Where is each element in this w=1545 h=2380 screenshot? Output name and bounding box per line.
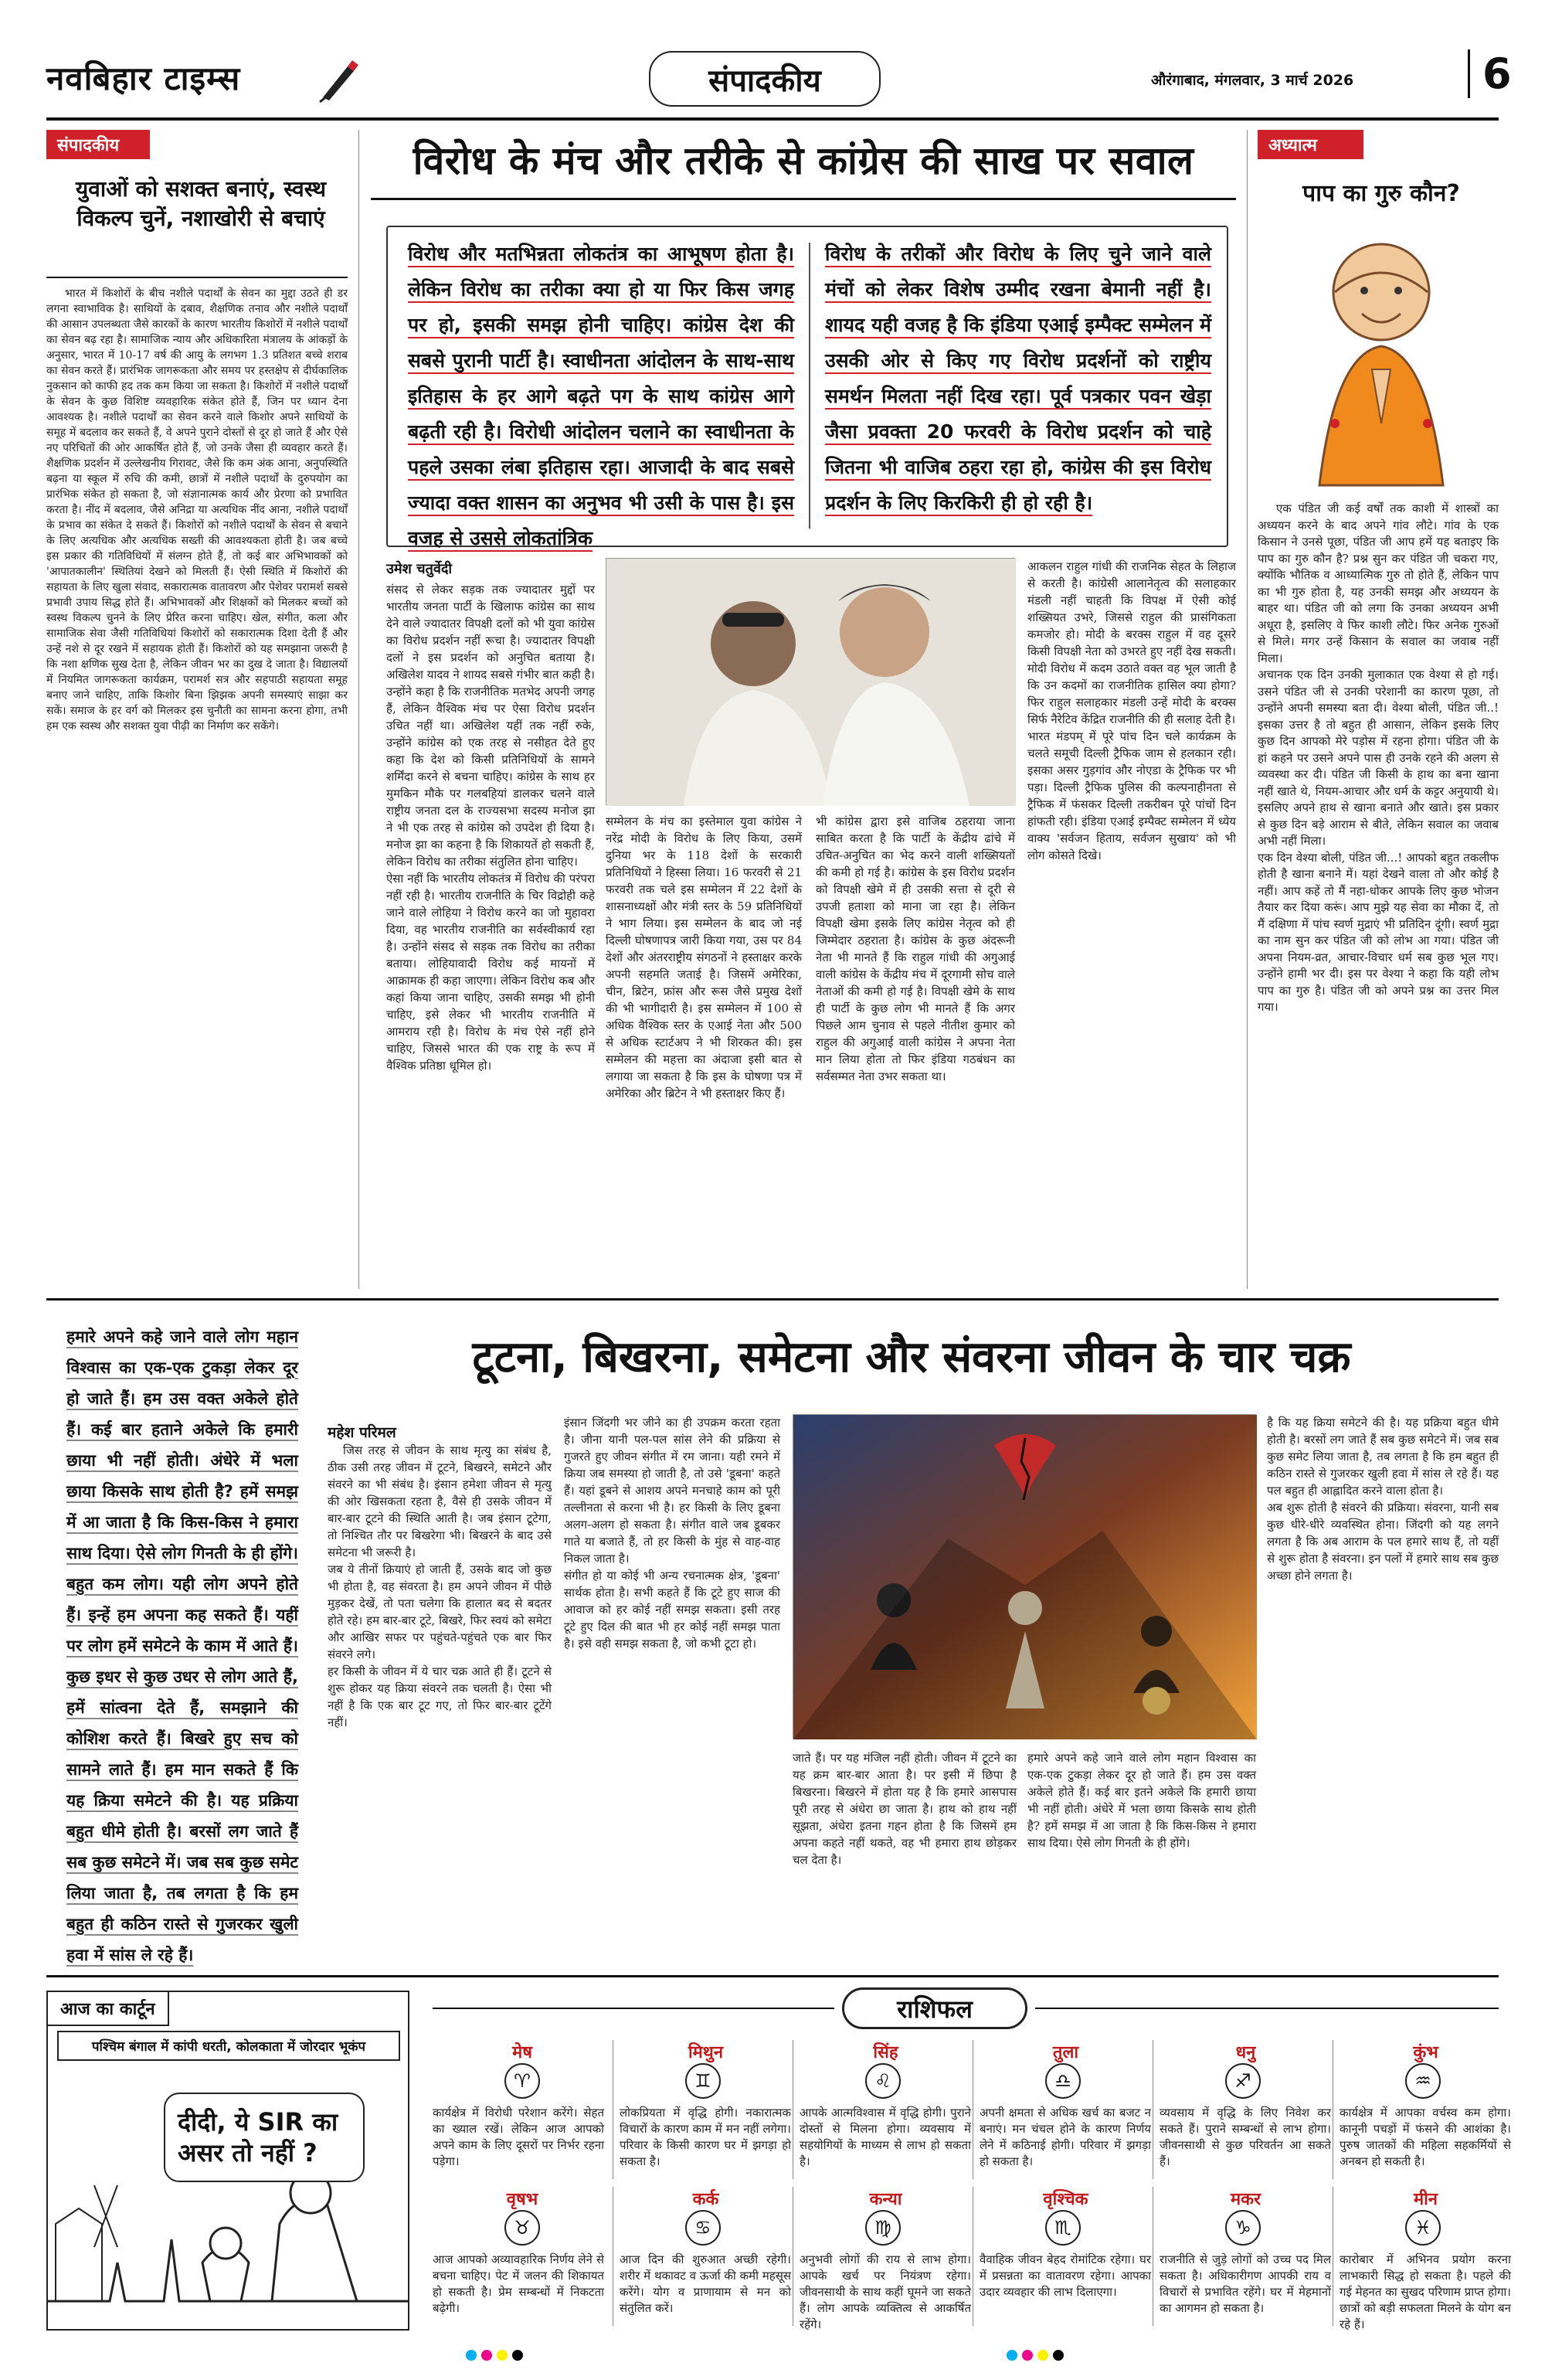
cartoon-caption: पश्चिम बंगाल में कांपी धरती, कोलकाता में जोरदार भूकंप xyxy=(57,2031,400,2061)
horoscope-sign-name: मकर xyxy=(1230,2190,1261,2209)
second-byline: महेश परिमल xyxy=(328,1424,396,1441)
adhyatma-tag: अध्यात्म xyxy=(1258,130,1363,159)
horoscope-sign-name: सिंह xyxy=(873,2043,898,2062)
pullquote-right: विरोध के तरीकों और विरोध के लिए चुने जाने वाले मंचों को लेकर विशेष उम्मीद रखना बेमानी नहीं है। शायद यही वजह है कि इंडिया एआई इम्पैक्ट सम्मेलन में उसकी ओर से किए गए विरोध प्रदर्शनों को राष्ट्रीय समर्थन मिलता नहीं दिख रहा। पूर्व पत्रकार पवन खेड़ा जैसा प्रवक्ता 20 फरवरी के विरोध प्रदर्शन को चाहे जितना भी वाजिब ठहरा रहा हो, कांग्रेस की इस विरोध प्रदर्शन के लिए किरकिरी ही हो रही है। xyxy=(825,243,1211,514)
horoscope-sign-name: धनु xyxy=(1235,2043,1256,2062)
horoscope-card xyxy=(793,2040,972,2179)
masthead xyxy=(46,49,1512,113)
horoscope-card xyxy=(973,2040,1152,2179)
lead-col-1: संसद से लेकर सड़क तक ज्यादातर मुद्दों पर भारतीय जनता पार्टी के खिलाफ कांग्रेस का साथ देने वाले ज्यादातर विपक्षी दलों को भी युवा कांग्रेस का विरोध प्रदर्शन नहीं रूचा है। ज्यादातर विपक्षी दलों ने इस प्रदर्शन को अनुचित बताया है। अखिलेश यादव ने शायद सबसे गंभीर बात कही है। उन्होंने कहा है कि राजनीतिक मतभेद अपनी जगह हैं, लेकिन वैश्विक मंच पर ऐसा विरोध प्रदर्शन उचित नहीं था। अखिलेश यहीं तक नहीं रुके, उन्होंने कांग्रेस को एक तरह से नसीहत देते हुए कहा कि देश को किसी प्रतिनिधियों के सामने शर्मिंदा करने से बचना चाहिए। कांग्रेस के साथ हर मुमकिन मौके पर गलबहियां डालकर चलने वाले राष्ट्रीय जनता दल के राज्यसभा सदस्य मनोज झा ने भी एक तरह से कांग्रेस को उपदेश ही दिया है। मनोज झा का कहना है कि शिकायतें हो सकती हैं, लेकिन विरोध का तरीका संतुलित होना चाहिए। ऐसा नहीं कि भारतीय लोकतंत्र में विरोध की परंपरा नहीं रही है। भारतीय राजनीति के चिर विद्रोही कहे जाने वाले लोहिया ने विरोध करने का जो मुहावरा दिया, वह भारतीय राजनीति का सर्वस्वीकार्य रहा है। उन्होंने संसद से सड़क तक विरोध का तरीका बताया। लोहियावादी विरोध कई मायनों में आक्रामक ही कहा जाएगा। लेकिन विरोध कब और कहां किया जाना चाहिए, उसकी समझ भी होनी चाहिए, इसे लेकर भी भारतीय राजनीति में आमराय रही है। विरोध के मंच ऐसे नहीं होने चाहिए, जिससे भारत की एक राष्ट्र के रूप में वैश्विक प्रतिष्ठा धूमिल हो। xyxy=(386,583,595,1073)
lead-col-3: भी कांग्रेस द्वारा इसे वाजिब ठहराया जाना साबित करता है कि पार्टी के केंद्रीय ढांचे में उचित-अनुचित का भेद करने वाली शख्सियतों की कमी हो गई है। कांग्रेस के इस विरोध प्रदर्शन को विपक्षी खेमे में ही उसकी सत्ता से दूरी से उपजी हताशा को माना जा रहा है। लेकिन विपक्षी खेमा इसके लिए कांग्रेस नेतृत्व को ही जिम्मेदार ठहराता है। कांग्रेस के कुछ अंदरूनी नेता भी मानते हैं कि राहुल गांधी की अगुआई वाली कांग्रेस के केंद्रीय मंच में दूरगामी सोच वाले नेताओं की कमी हो गई है। विपक्षी खेमे के साथ ही पार्टी के कुछ लोग भी मानते हैं कि अगर पिछले आम चुनाव से पहले नीतीश कुमार को राहुल की अगुआई वाली कांग्रेस ने अपना नेता मान लिया होता तो फिर इंडिया गठबंधन का सर्वसम्मत नेता उभर सकता था। xyxy=(816,814,1015,1083)
horoscope-text: कारोबार में अभिनव प्रयोग करना लाभकारी सिद्ध हो सकता है। पहले की गई मेहनत का सुखद परिणाम प्राप्त होगा। छात्रों को बड़ी सफलता मिलने के योग बन रहे हैं। xyxy=(1340,2252,1511,2331)
horoscope-text: कार्यक्षेत्र में आपका वर्चस्व कम होगा। कानूनी पचड़ों में फंसने की आशंका है। पुरुष जातकों की महिला सहकर्मियों से अनबन हो सकती है। xyxy=(1340,2106,1511,2168)
second-col-3: जाते हैं। पर यह मंजिल नहीं होती। जीवन में टूटने का यह क्रम बार-बार आता है। पर इसी में छिपा है बिखरना। बिखरने में होता यह है कि हमारे आसपास पूरी तरह से अंधेरा छा जाता है। हाथ को हाथ नहीं सूझता, अंधेरा इतना गहन होता है कि जिसमें हम अपना कहते नहीं थकते, वह भी हमारा हाथ छोड़कर चल देता है। xyxy=(793,1751,1017,1867)
aries-icon: ♈ xyxy=(504,2063,540,2099)
section-break-2 xyxy=(46,1975,1499,1977)
horoscope-text: व्यवसाय में वृद्धि के लिए निवेश कर सकते हैं। पुराने सम्बन्धों से लाभ होगा। जीवनसाथी से कुछ परिवर्तन आ सकते हैं। xyxy=(1160,2106,1331,2168)
horoscope-card xyxy=(1333,2040,1512,2179)
lead-byline: उमेश चतुर्वेदी xyxy=(386,561,453,577)
horoscope-card xyxy=(973,2187,1152,2326)
page-number: 6 xyxy=(1468,49,1512,98)
second-photo xyxy=(793,1414,1256,1739)
pisces-icon: ♓ xyxy=(1405,2210,1441,2246)
sage-illustration xyxy=(1289,223,1474,485)
horoscope-text: कार्यक्षेत्र में विरोधी परेशान करेंगे। सेहत का ख्याल रखें। लेकिन आज आपको अपने काम के लिए दूसरों पर निर्भर रहना पड़ेगा। xyxy=(433,2106,604,2168)
left-editorial xyxy=(46,130,348,1289)
cartoon-panel xyxy=(46,1991,409,2331)
lead-col-2: सम्मेलन के मंच का इस्तेमाल युवा कांग्रेस ने नरेंद्र मोदी के विरोध के लिए किया, उसमें दुनिया भर के 118 देशों के सरकारी प्रतिनिधियों ने हिस्सा लिया। 16 फरवरी से 21 फरवरी तक चले इस सम्मेलन में 22 देशों के शासनाध्यक्षों और मंत्री स्तर के 59 प्रतिनिधियों ने भाग लिया। इस सम्मेलन के बाद जो नई दिल्ली घोषणापत्र जारी किया गया, उस पर 84 देशों और अंतरराष्ट्रीय संगठनों ने हस्ताक्षर करके अपनी सहमति जताई है। जिसमें अमेरिका, चीन, ब्रिटेन, फ्रांस और रूस जैसे प्रमुख देशों की भी भागीदारी है। इस सम्मेलन में 100 से अधिक वैश्विक स्तर के एआई नेता और 500 से अधिक स्टार्टअप ने भी शिरकत की। इस सम्मेलन की महत्ता का अंदाजा इसी बात से लगाया जा सकता है कि इस के घोषणा पत्र में अमेरिका और ब्रिटेन ने भी हस्ताक्षर किए हैं। xyxy=(606,814,802,1100)
right-body: एक पंडित जी कई वर्षों तक काशी में शास्त्रों का अध्ययन करने के बाद अपने गांव लौटे। गांव के एक किसान ने उनसे पूछा, पंडित जी आप हमें यह बताइए कि पाप का गुरु कौन है? प्रश्न सुन कर पंडित जी चकरा गए, क्योंकि भौतिक व आध्यात्मिक गुरु तो होते हैं, लेकिन पाप का भी गुरु होता है, यह उनकी समझ और अध्ययन के बाहर था। पंडित जी को लगा कि उनका अध्ययन अभी अधूरा है, इसलिए वे फिर काशी लौटे। फिर अनेक गुरुओं से मिले। मगर उन्हें किसान के सवाल का जवाब नहीं मिला। अचानक एक दिन उनकी मुलाकात एक वेश्या से हो गई। उसने पंडित जी से उनकी परेशानी का कारण पूछा, तो उन्होंने अपनी समस्या बता दी। वेश्या बोली, पंडित जी..! इसका उत्तर है तो बहुत ही आसान, लेकिन इसके लिए कुछ दिन आपको मेरे पड़ोस में रहना होगा। पंडित जी के हां कहने पर उसने अपने पास ही उनके रहने की अलग से व्यवस्था कर दी। पंडित जी किसी के हाथ का बना खाना नहीं खाते थे, नियम-आचार और धर्म के कट्टर अनुयायी थे। इसलिए अपने हाथ से खाना बनाते और खाते। इस प्रकार से कुछ दिन बड़े आराम से बीते, लेकिन सवाल का जवाब अभी नहीं मिला। एक दिन वेश्या बोली, पंडित जी...! आपको बहुत तकलीफ होती है खाना बनाने में। यहां देखने वाला तो और कोई है नहीं। आप कहें तो मैं नहा-धोकर आपके लिए कुछ भोजन तैयार कर दिया करूं। आप मुझे यह सेवा का मौका दें, तो मैं दक्षिणा में पांच स्वर्ण मुद्राएं भी प्रतिदिन दूंगी। स्वर्ण मुद्रा का नाम सुन कर पंडित जी को लोभ आ गया। पंडित जी अपना नियम-व्रत, आचार-विचार धर्म सब कुछ भूल गए। उन्होंने हामी भर दी। इस पर वेश्या ने कहा कि यही लोभ पाप का गुरु है। पंडित जी को अपने प्रश्न का उत्तर मिल गया। xyxy=(1258,502,1499,1014)
horoscope-sign-name: मिथुन xyxy=(688,2043,724,2062)
horoscope-text: आपके आत्मविश्वास में वृद्धि होगी। पुराने दोस्तों से मिलना होगा। व्यवसाय में सहयोगियों के माध्यम से लाभ हो सकता है। xyxy=(800,2106,971,2168)
horoscope-card xyxy=(793,2187,972,2331)
virgo-icon: ♍ xyxy=(865,2210,901,2246)
right-headline: पाप का गुरु कौन? xyxy=(1302,180,1460,207)
section-tag: संपादकीय xyxy=(46,130,150,159)
lead-col-4: आकलन राहुल गांधी की राजनिक सेहत के लिहाज से करती है। कांग्रेसी आलानेतृत्व की सलाहकार मंडली नहीं चाहती कि विपक्ष में ऐसी कोई शख्सियत उभरे, जिससे राहुल की प्रासंगिकता कमजोर हो। मोदी के बरक्स राहुल में वह दूसरे किसी विपक्षी नेता को उभरते हुए नहीं देख सकती। मोदी विरोध में कदम उठाते वक्त वह भूल जाती है कि उन कदमों का राजनीतिक हासिल क्या होगा? फिर राहुल सलाहकार मंडली उन्हें मोदी के बरक्स सिर्फ नैरेटिव केंद्रित राजनीति की ही सलाह देती है। भारत मंडपम् में पूरे पांच दिन चले कार्यक्रम के चलते समूची दिल्ली ट्रैफिक जाम से हलकान रही। इसका असर गुड़गांव और नोएडा के ट्रैफिक पर भी पड़ा। दिल्ली ट्रैफिक पुलिस की कल्पनाहीनता से ट्रैफिक में फंसकर दिल्ली तकरीबन पूरे पांचों दिन हांफती रही। इंडिया एआई इम्पैक्ट सम्मेलन में ध्येय वाक्य 'सर्वजन हिताय, सर्वजन सुखाय' को भी लोग कोसते दिखे। xyxy=(1027,559,1236,862)
horoscope-rule-right xyxy=(1035,2008,1499,2009)
dateline: औरंगाबाद, मंगलवार, 3 मार्च 2026 xyxy=(1151,72,1354,89)
col-divider-right xyxy=(1247,130,1248,1289)
horoscope-sign-name: तुला xyxy=(1052,2043,1079,2062)
speech-bubble xyxy=(164,2093,365,2182)
libra-icon: ♎ xyxy=(1045,2063,1081,2099)
horoscope-title: राशिफल xyxy=(842,1987,1027,2029)
horoscope-card xyxy=(1333,2187,1512,2331)
gemini-icon: ♊ xyxy=(685,2063,721,2099)
pullquote-divider xyxy=(809,243,810,529)
section-label: संपादकीय xyxy=(649,51,881,107)
registration-marks-right xyxy=(1004,2349,1066,2364)
leo-icon: ♌ xyxy=(865,2063,901,2099)
horoscope-text: आज दिन की शुरुआत अच्छी रहेगी। शरीर में थकावट व ऊर्जा की कमी महसूस करेंगे। योग व प्राणायाम से मन को संतुलित करें। xyxy=(620,2252,791,2315)
horoscope-card xyxy=(613,2040,792,2179)
paper-name: नवबिहार टाइम्स xyxy=(46,60,241,97)
masthead-rule xyxy=(46,117,1499,121)
horoscope-text: अनुभवी लोगों की राय से लाभ होगा। आपके खर्च पर नियंत्रण रहेगा। जीवनसाथी के साथ कहीं घूमने जा सकते हैं। लोग आपके व्यक्तित्व से आकर्षित रहेंगे। xyxy=(800,2252,971,2331)
horoscope-text: अपनी क्षमता से अधिक खर्च का बजट न बनाएं। मन चंचल होने के कारण निर्णय लेने में कठिनाई होगी। परिवार में झगड़ा हो सकता है। xyxy=(980,2106,1151,2168)
pen-icon xyxy=(317,57,363,104)
horoscope-sign-name: मीन xyxy=(1413,2190,1438,2209)
second-col-5: है कि यह क्रिया समेटने की है। यह प्रक्रिया बहुत धीमे होती है। बरसों लग जाते हैं सब कुछ समेटने में। जब सब कुछ समेट लिया जाता है, तब लगता है कि हम बहुत ही कठिन रास्ते से गुजरकर खुली हवा में सांस ले रहे हैं। यह पल बहुत ही आह्लादित करने वाला होता है। अब शुरू होती है संवरने की प्रक्रिया। संवरना, यानी सब कुछ धीरे-धीरे व्यवस्थित होना। जिंदगी को यह लगने लगता है कि अब आराम के पल हमारे साथ हैं, तो यहीं से शुरू होता है संवरना। इन पलों में हमारे साथ सब कुछ अच्छा होने लगता है। xyxy=(1267,1416,1499,1583)
sagittarius-icon: ♐ xyxy=(1225,2063,1261,2099)
horoscope-card xyxy=(433,2187,612,2326)
horoscope-card xyxy=(433,2040,612,2179)
horoscope-card xyxy=(1153,2187,1332,2326)
horoscope-text: लोकप्रियता में वृद्धि होगी। नकारात्मक विचारों के कारण काम में मन नहीं लगेगा। परिवार के किसी कारण घर में झगड़ा हो सकता है। xyxy=(620,2106,791,2168)
second-col-4: हमारे अपने कहे जाने वाले लोग महान विश्वास का एक-एक टुकड़ा लेकर दूर हो जाते हैं। हम उस वक्त अकेले होते हैं। कई बार इतने अकेले कि हमारी छाया भी नहीं होती। अंधेरे में भला छाया किसके साथ होती है? हमें समझ में आ जाता है कि किस-किस ने हमारा साथ दिया। ऐसे लोग गिनती के ही होंगे। xyxy=(1027,1751,1256,1850)
capricorn-icon: ♑ xyxy=(1225,2210,1261,2246)
second-quote: हमारे अपने कहे जाने वाले लोग महान विश्वास का एक-एक टुकड़ा लेकर दूर हो जाते हैं। हम उस वक्त अकेले होते हैं। कई बार हताने अकेले कि हमारी छाया भी नहीं होती। अंधेरे में भला छाया किसके साथ होती है? हमें समझ में आ जाता है कि किस-किस ने हमारा साथ दिया। ऐसे लोग गिनती के ही होंगे। बहुत कम लोग। यही लोग अपने होते हैं। इन्हें हम अपना कह सकते हैं। यहीं पर लोग हमें समेटने के काम में आते हैं। कुछ इधर से कुछ उधर से लोग आते हैं, हमें सांत्वना देते हैं, समझाने की कोशिश करते हैं। बिखरे हुए सच को सामने लाते हैं। हम मान सकते हैं कि यह क्रिया समेटने की है। यह प्रक्रिया बहुत धीमे होती है। बरसों लग जाते हैं सब कुछ समेटने में। जब सब कुछ समेट लिया जाता है, तब लगता है कि हम बहुत ही कठिन रास्ते से गुजरकर खुली हवा में सांस ले रहे हैं। xyxy=(66,1328,298,1964)
horoscope-sign-name: कुंभ xyxy=(1413,2043,1438,2062)
cartoon-tag: आज का कार्टून xyxy=(46,1991,169,2026)
left-headline: युवाओं को सशक्त बनाएं, स्वस्थ विकल्प चुनें, नशाखोरी से बचाएं xyxy=(76,176,326,231)
taurus-icon: ♉ xyxy=(504,2210,540,2246)
cancer-icon: ♋ xyxy=(685,2210,721,2246)
speech-text: दीदी, ये SIR का असर तो नहीं ? xyxy=(178,2107,338,2168)
lead-headline-rule xyxy=(371,198,1236,200)
horoscope-sign-name: वृश्चिक xyxy=(1043,2190,1088,2209)
scorpio-icon: ♏ xyxy=(1045,2210,1081,2246)
horoscope-text: वैवाहिक जीवन बेहद रोमांटिक रहेगा। घर में प्रसन्नता का वातावरण रहेगा। आपका उदार व्यवहार की लाभ दिलाएगा। xyxy=(980,2252,1151,2299)
section-break xyxy=(46,1298,1499,1300)
second-headline: टूटना, बिखरना, समेटना और संवरना जीवन के चार चक्र xyxy=(472,1332,1351,1382)
horoscope-sign-name: मेष xyxy=(512,2043,532,2062)
pullquote-box xyxy=(386,226,1228,547)
left-rule xyxy=(46,277,348,278)
horoscope-sign-name: कन्या xyxy=(869,2190,902,2209)
second-col-2: इंसान जिंदगी भर जीने का ही उपक्रम करता रहता है। जीना यानी पल-पल सांस लेने की प्रक्रिया से गुजरते हुए जीवन संगीत में रम जाना। यही रमने में क्रिया जब समस्या हो जाती है, तो उसे 'डूबना' कहते हैं। यहां डूबने से आशय अपने मनचाहे काम को पूरी तल्लीनता से करना भी है। हर किसी के लिए डूबना अलग-अलग हो सकता है। संगीत वाले जब डूबकर गाते या बजाते हैं, तो हर किसी के मुंह से वाह-वाह निकल जाता है। संगीत हो या कोई भी अन्य रचनात्मक क्षेत्र, 'डूबना' सार्थक होता है। सभी कहते हैं कि टूटे हुए साज की आवाज को हर कोई नहीं समझ सकता। इसी तरह टूटे हुए दिल की बात भी हर कोई नहीं समझ पाता है। इसे वही समझ सकता है, जो कभी टूटा हो। xyxy=(564,1416,780,1651)
horoscope-card xyxy=(613,2187,792,2326)
horoscope-sign-name: वृषभ xyxy=(506,2190,538,2209)
registration-marks xyxy=(464,2349,525,2364)
lead-headline: विरोध के मंच और तरीके से कांग्रेस की साख पर सवाल xyxy=(413,138,1194,183)
second-col-1: जिस तरह से जीवन के साथ मृत्यु का संबंध है, ठीक उसी तरह जीवन में टूटने, बिखरने, समेटने और संवरने का भी संबंध है। इंसान हमेशा जीवन से मृत्यु की ओर खिसकता रहता है, वैसे ही उसके जीवन में बार-बार टूटने की स्थिति आती है। जब इंसान टूटेगा, तो निश्चित तौर पर बिखरेगा भी। बिखरने के बाद उसे समेटना भी जरूरी है। जब ये तीनों क्रियाएं हो जाती हैं, उसके बाद जो कुछ भी होता है, वह संवरता है। हम अपने जीवन में पीछे मुड़कर देखें, तो पता चलेगा कि हालात बद से बदतर होते रहे। हम बार-बार टूटे, बिखरे, फिर स्वयं को समेटा और आखिर सफर पर पहुंचते-पहुंचते एक बार फिर संवरने लगे। हर किसी के जीवन में ये चार चक्र आते ही हैं। टूटने से शुरू होकर यह क्रिया संवरने तक चलती है। ऐसा भी नहीं है कि एक बार टूट गए, तो फिर बार-बार टूटेंगे नहीं। xyxy=(328,1443,552,1729)
aquarius-icon: ♒ xyxy=(1405,2063,1441,2099)
horoscope-rule-left xyxy=(433,2008,834,2009)
right-spiritual xyxy=(1258,130,1499,1289)
col-divider xyxy=(358,130,359,1289)
horoscope-sign-name: कर्क xyxy=(692,2190,719,2209)
lead-photo xyxy=(606,558,1015,805)
pullquote-left: विरोध और मतभिन्नता लोकतंत्र का आभूषण होता है। लेकिन विरोध का तरीका क्या हो या फिर किस जगह पर हो, इसकी समझ होनी चाहिए। कांग्रेस देश की सबसे पुरानी पार्टी है। स्वाधीनता आंदोलन के साथ-साथ इतिहास के हर आगे बढ़ते पग के साथ कांग्रेस आगे बढ़ती रही है। विरोधी आंदोलन चलाने का स्वाधीनता के पहले उसका लंबा इतिहास रहा। आजादी के बाद सबसे ज्यादा वक्त शासन का अनुभव भी उसी के पास है। इस वजह से उससे लोकतांत्रिक xyxy=(408,243,794,549)
horoscope-text: राजनीति से जुड़े लोगों को उच्च पद मिल सकता है। अधिकारीगण आपकी राय व विचारों से प्रभावित रहेंगे। घर में मेहमानों का आगमन हो सकता है। xyxy=(1160,2252,1331,2315)
left-body: भारत में किशोरों के बीच नशीले पदार्थों के सेवन का मुद्दा उठते ही डर लगना स्वाभाविक है। साथियों के दबाव, शैक्षणिक तनाव और नशीले पदार्थों की आसान उपलब्धता जैसे कारकों के कारण भारतीय किशोरों में नशीले पदार्थों का सेवन बढ़ रहा है। सामाजिक न्याय और अधिकारिता मंत्रालय के आंकड़ों के अनुसार, भारत में 10-17 वर्ष की आयु के लगभग 1.3 प्रतिशत बच्चे शराब का सेवन करते हैं। प्रारंभिक जागरूकता और समय पर हस्तक्षेप से दीर्घकालिक नुकसान को काफी हद तक कम किया जा सकता है। किशोरों में नशीले पदार्थों के सेवन के कुछ विशिष्ट व्यवहारिक संकेत होते हैं, जिन पर ध्यान देना आवश्यक है। नशीले पदार्थों का सेवन करने वाले किशोर अपने साथियों के समूह में बदलाव कर सकते हैं, वे अपने पुराने दोस्तों से दूर हो जाते हैं और ऐसे नए परिचितों की ओर आकर्षित होते हैं, जो उनके जैसा ही व्यवहार करते हैं। शैक्षणिक प्रदर्शन में उल्लेखनीय गिरावट, जैसे कि कम अंक आना, अनुपस्थिति बढ़ना या स्कूल में रुचि की कमी, छात्रों में नशीले पदार्थों के दुरुपयोग का प्रारंभिक संकेत हो सकता है, जो संज्ञानात्मक कार्य और प्रेरणा को प्रभावित करता है। नींद में बदलाव, जैसे अनिद्रा या अत्यधिक नींद आना, नशीले पदार्थों के प्रभाव का संकेत दे सकते हैं। किशोरों को नशीले पदार्थों के सेवन से बचाने के लिए अत्यधिक और अत्यधिक सख्ती की आवश्यकता होती है। जब बच्चे इस प्रकार की गतिविधियों में संलग्न होते हैं, तो कई बार अभिभावकों को 'आपातकालीन' स्थितियां देखने को मिलती हैं। ऐसी स्थिति में किशोरों की सहायता के लिए खुला संवाद, सकारात्मक वातावरण और पेशेवर परामर्श सबसे प्रभावी उपाय सिद्ध होते हैं। अभिभावकों और शिक्षकों को मिलकर बच्चों को स्वस्थ विकल्प चुनने के लिए प्रेरित करना चाहिए। खेल, संगीत, कला और सामाजिक सेवा जैसी गतिविधियां किशोरों को सकारात्मक दिशा देती हैं और उन्हें नशे से दूर रखने में सहायक होती हैं। किशोरों को यह समझाना जरूरी है कि नशा क्षणिक सुख देता है, लेकिन जीवन भर का दुख दे जाता है। विद्यालयों में नियमित जागरूकता कार्यक्रम, परामर्श सत्र और सहपाठी सहायता समूह बनाए जाने चाहिए, ताकि किशोर बिना झिझक अपनी समस्याएं साझा कर सकें। समाज के हर वर्ग को मिलकर इस चुनौती का सामना करना होगा, तभी हम एक स्वस्थ और सशक्त युवा पीढ़ी का निर्माण कर सकेंगे। xyxy=(46,287,348,733)
horoscope-card xyxy=(1153,2040,1332,2179)
horoscope-text: आज आपको अव्यावहारिक निर्णय लेने से बचना चाहिए। पेट में जलन की शिकायत हो सकती है। प्रेम सम्बन्धों में निकटता बढ़ेगी। xyxy=(433,2252,604,2315)
